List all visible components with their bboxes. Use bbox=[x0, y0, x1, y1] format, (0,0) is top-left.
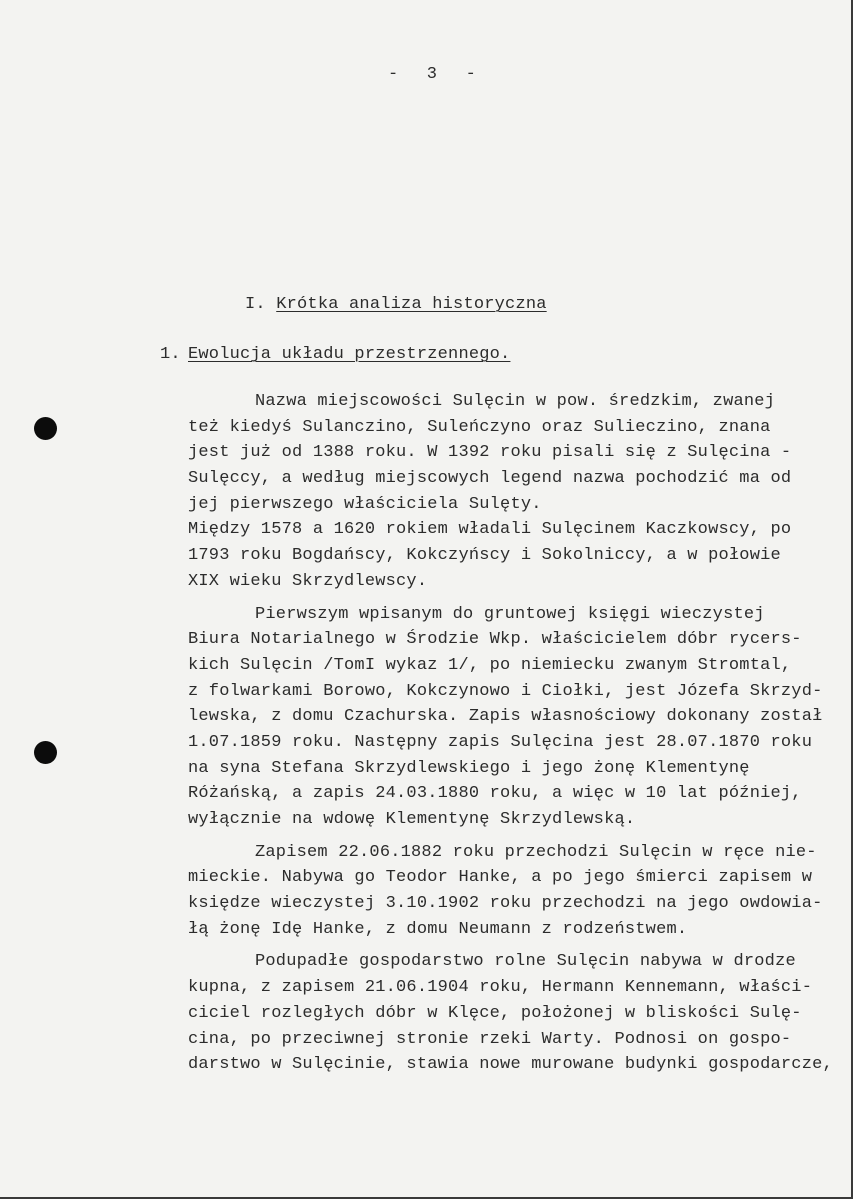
text-line: łą żonę Idę Hanke, z domu Neumann z rodzeństwem. bbox=[188, 919, 688, 939]
paragraph bbox=[188, 840, 838, 943]
paragraph bbox=[188, 389, 838, 595]
page-number: - 3 - bbox=[388, 65, 477, 84]
text-line: jest już od 1388 roku. W 1392 roku pisali się z Sulęcina - bbox=[188, 443, 792, 463]
paragraph bbox=[188, 949, 838, 1077]
text-line: Pierwszym wpisanym do gruntowej księgi wieczystej bbox=[255, 604, 765, 624]
text-line: Sulęccy, a według miejscowych legend nazwa pochodzić ma od bbox=[188, 469, 792, 489]
text-line: kupna, z zapisem 21.06.1904 roku, Hermann Kennemann, właści- bbox=[188, 978, 813, 998]
chapter-heading bbox=[245, 292, 547, 318]
text-line: wyłącznie na wdowę Klementynę Skrzydlewską. bbox=[188, 810, 636, 829]
paragraph bbox=[188, 602, 838, 833]
punch-hole bbox=[34, 417, 57, 440]
text-line: 1.07.1859 roku. Następny zapis Sulęcina jest 28.07.1870 roku bbox=[188, 732, 813, 752]
text-line: XIX wieku Skrzydlewscy. bbox=[188, 571, 428, 591]
chapter-title: Krótka analiza historyczna bbox=[276, 295, 547, 314]
punch-hole bbox=[34, 741, 57, 764]
text-line: na syna Stefana Skrzydlewskiego i jego żonę Klementynę bbox=[188, 758, 750, 778]
text-line: mieckie. Nabywa go Teodor Hanke, a po jego śmierci zapisem w bbox=[188, 868, 813, 888]
text-line: cina, po przeciwnej stronie rzeki Warty. Podnosi on gospo- bbox=[188, 1029, 792, 1049]
text-line: ciciel rozległych dóbr w Klęce, położonej w bliskości Sulę- bbox=[188, 1003, 802, 1023]
chapter-numeral: I. bbox=[245, 295, 266, 314]
body-text bbox=[188, 389, 838, 1085]
text-line: Nazwa miejscowości Sulęcin w pow. średzkim, zwanej bbox=[255, 392, 776, 411]
text-line: Zapisem 22.06.1882 roku przechodzi Sulęcin w ręce nie- bbox=[255, 842, 817, 862]
text-line: księdze wieczystej 3.10.1902 roku przechodzi na jego owdowia- bbox=[188, 894, 823, 914]
text-line: 1793 roku Bogdańscy, Kokczyńscy i Sokolniccy, a w połowie bbox=[188, 546, 781, 566]
section-title: Ewolucja układu przestrzennego. bbox=[188, 345, 511, 364]
text-line: też kiedyś Sulanczino, Suleńczyno oraz Sulieczino, znana bbox=[188, 417, 771, 437]
text-line: kich Sulęcin /TomI wykaz 1/, po niemiecku zwanym Stromtal, bbox=[188, 655, 792, 675]
text-line: darstwo w Sulęcinie, stawia nowe murowane budynki gospodarcze, bbox=[188, 1055, 833, 1075]
text-line: lewska, z domu Czachurska. Zapis własnościowy dokonany został bbox=[188, 707, 823, 727]
text-line: Różańską, a zapis 24.03.1880 roku, a więc w 10 lat później, bbox=[188, 784, 802, 804]
text-line: Biura Notarialnego w Środzie Wkp. właścicielem dóbr rycers- bbox=[188, 630, 802, 650]
text-line: z folwarkami Borowo, Kokczynowo i Ciołki, jest Józefa Skrzyd- bbox=[188, 681, 823, 701]
text-line: Podupadłe gospodarstwo rolne Sulęcin nabywa w drodze bbox=[255, 952, 796, 972]
section-heading bbox=[160, 342, 510, 368]
section-number: 1. bbox=[160, 345, 181, 364]
text-line: Między 1578 a 1620 rokiem władali Sulęcinem Kaczkowscy, po bbox=[188, 520, 792, 540]
text-line: jej pierwszego właściciela Sulęty. bbox=[188, 494, 542, 514]
